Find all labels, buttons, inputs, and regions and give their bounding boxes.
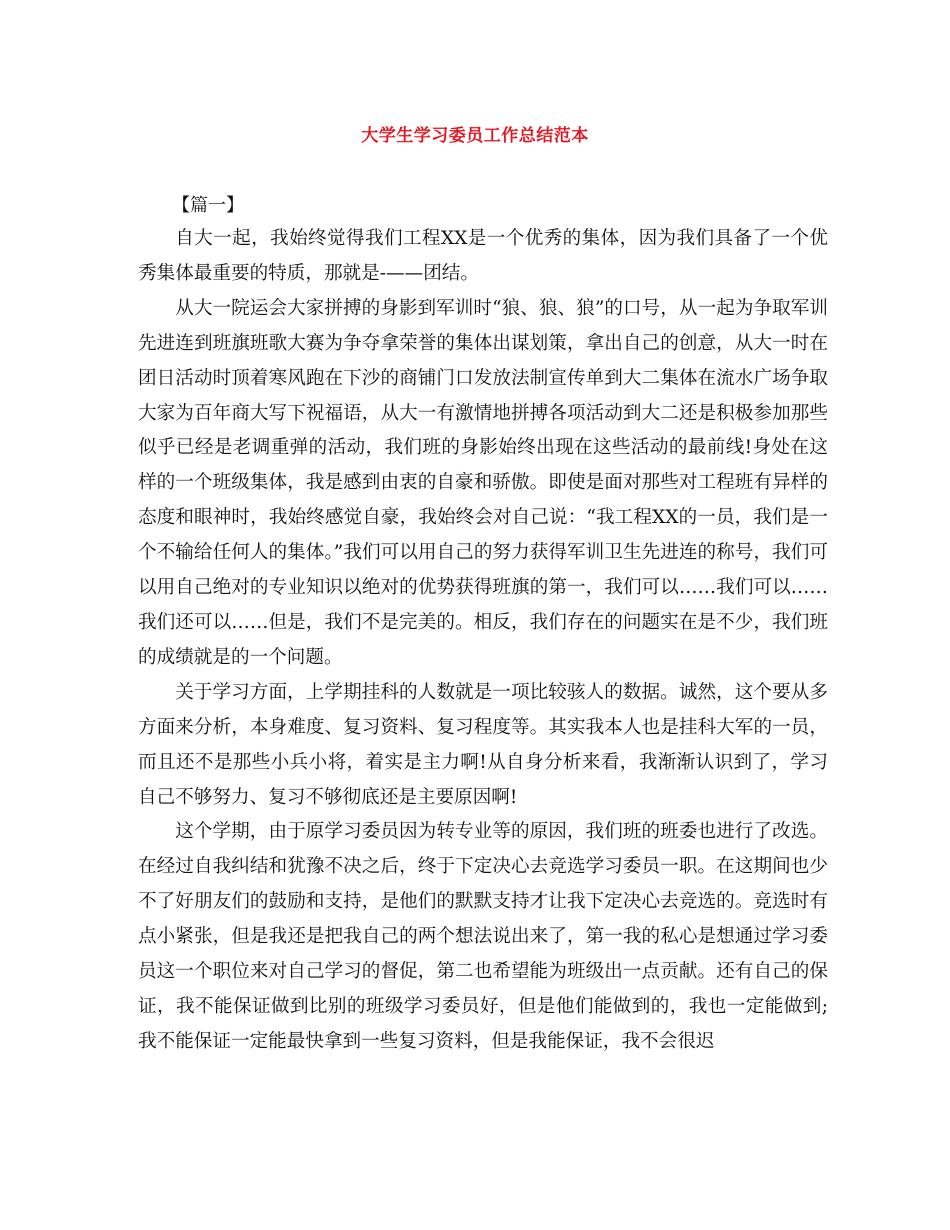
document-title: 大学生学习委员工作总结范本 xyxy=(361,126,589,146)
paragraph: 关于学习方面，上学期挂科的人数就是一项比较骇人的数据。诚然，这个要从多方面来分析，本身难度、复习资料、复习程度等。其实我本人也是挂科大军的一员，而且还不是那些小兵小将，着实是主力啊!从自身分析来看，我渐渐认识到了，学习自己不够努力、复习不够彻底还是主要原因啊! xyxy=(138,681,828,808)
paragraph: 这个学期，由于原学习委员因为转专业等的原因，我们班的班委也进行了改选。在经过自我纠结和犹豫不决之后，终于下定决心去竞选学习委员一职。在这期间也少不了好朋友们的鼓励和支持，是他们的默默支持才让我下定决心去竞选的。竞选时有点小紧张，但是我还是把我自己的两个想法说出来了，第一我的私心是想通过学习委员这一个职位来对自己学习的督促，第二也希望能为班级出一点贡献。还有自己的保证，我不能保证做到比别的班级学习委员好，但是他们能做到的，我也一定能做到;我不能保证一定能最快拿到一些复习资料，但是我能保证，我不会很迟 xyxy=(138,821,828,1052)
paragraph: 从大一院运会大家拼搏的身影到军训时“狼、狼、狼”的口号，从一起为争取军训先进连到班旗班歌大赛为争夺拿荣誉的集体出谋划策，拿出自己的创意，从大一时在团日活动时顶着寒风跑在下沙的商铺门口发放法制宣传单到大二集体在流水广场争取大家为百年商大写下祝福语，从大一有激情地拼搏各项活动到大二还是积极参加那些似乎已经是老调重弹的活动，我们班的身影始终出现在这些活动的最前线!身处在这样的一个班级集体，我是感到由衷的自豪和骄傲。即使是面对那些对工程班有异样的态度和眼神时，我始终感觉自豪，我始终会对自己说：“我工程XX的一员，我们是一个不输给任何人的集体。”我们可以用自己的努力获得军训卫生先进连的称号，我们可以用自己绝对的专业知识以绝对的优势获得班旗的第一，我们可以……我们可以……我们还可以……但是，我们不是完美的。相反，我们存在的问题实在是不少，我们班的成绩就是的一个问题。 xyxy=(138,297,828,668)
paragraph: 自大一起，我始终觉得我们工程XX是一个优秀的集体，因为我们具备了一个优秀集体最重要的特质，那就是-——团结。 xyxy=(138,228,828,284)
document-body xyxy=(138,222,828,1060)
section-label: 【篇一】 xyxy=(172,195,244,216)
